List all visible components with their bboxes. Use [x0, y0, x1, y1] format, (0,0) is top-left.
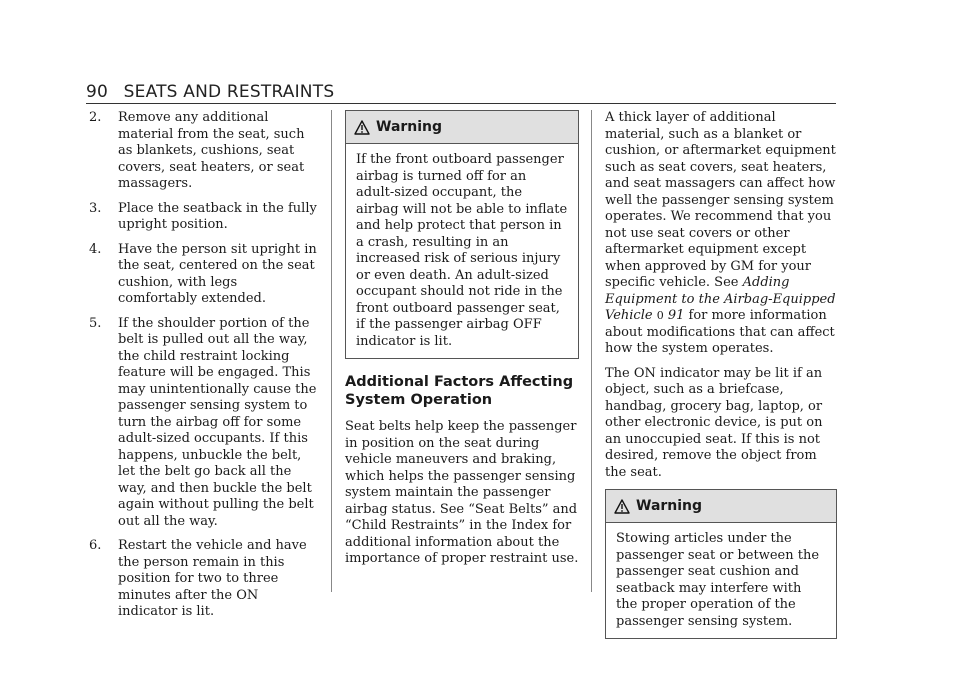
step-text: If the shoulder portion of the belt is pulled out all the way, the child restraint locking feature will be engaged. This may unintentionally cause the passenger sensing system to turn the airbag off for some adult-sized occupants. If this happens, unbuckle the belt, let the belt go back all the way, and then buckle the belt again without pulling the belt out all the way.: [118, 315, 317, 529]
warning-box: [345, 110, 579, 359]
warning-triangle-icon: [614, 499, 630, 514]
step-number: 3.: [89, 200, 102, 216]
page-header: [86, 82, 836, 104]
step-item: [88, 201, 320, 234]
step-text: Have the person sit upright in the seat, centered on the seat cushion, with legs comfortably extended.: [118, 241, 317, 306]
paragraph-text: for more information about modifications that can affect how the system operates.: [605, 308, 835, 356]
page-arrow-icon: 0: [656, 309, 664, 322]
paragraph: [605, 110, 837, 358]
step-item: [88, 538, 320, 621]
warning-box: [605, 489, 837, 639]
warning-title: Warning: [376, 118, 443, 135]
warning-header: [346, 111, 578, 144]
step-number: 6.: [89, 538, 102, 553]
warning-title: Warning: [636, 497, 703, 514]
paragraph: Seat belts help keep the passenger in position on the seat during vehicle maneuvers and braking, which helps the passenger sensing system maintain the passenger airbag status. See “Seat Belts” and “Child Restraints” in the Index for additional information about the importance of proper restraint use.: [345, 419, 579, 566]
page-number: 90: [86, 82, 109, 102]
column-3: [605, 110, 837, 653]
column-divider: [591, 110, 592, 592]
step-item: [88, 110, 320, 193]
paragraph: The ON indicator may be lit if an object, such as a briefcase, handbag, grocery bag, laptop, or other electronic device, is put on an unoccupied seat. If this is not desired, remove the object from the seat.: [605, 365, 823, 480]
column-1: [88, 110, 320, 629]
step-item: [88, 242, 320, 308]
warning-text: If the front outboard passenger airbag is turned off for an adult-sized occupant, the airbag will not be able to inflate and help protect that person in a crash, resulting in an increased risk of serious injury or even death. An adult-sized occupant should not ride in the front outboard passenger seat, if the passenger airbag OFF indicator is lit.: [356, 152, 568, 349]
step-number: 5.: [89, 315, 102, 331]
step-number: 2.: [89, 110, 102, 125]
header-rule: [86, 103, 836, 104]
section-title: SEATS AND RESTRAINTS: [123, 82, 335, 102]
warning-header: [606, 490, 836, 523]
column-2: [345, 110, 579, 576]
warning-text: Stowing articles under the passenger seat or between the passenger seat cushion and seatback may interfere with the proper operation of the passenger sensing system.: [616, 531, 820, 629]
warning-triangle-icon: [354, 120, 370, 135]
column-divider: [331, 110, 332, 592]
cross-reference-link[interactable]: Adding Equipment to the Airbag-Equipped Vehicle: [605, 275, 836, 323]
step-text: Remove any additional material from the seat, such as blankets, cushions, seat covers, seat heaters, or seat massagers.: [118, 110, 305, 191]
step-item: [88, 316, 320, 531]
step-text: Place the seatback in the fully upright position.: [118, 200, 317, 232]
paragraph-text: A thick layer of additional material, such as a blanket or cushion, or aftermarket equipment such as seat covers, seat heaters, and seat massagers can affect how well the passenger sensing system operates. We recommend that you not use seat covers or other aftermarket equipment except when approved by GM for your specific vehicle. See: [605, 110, 836, 290]
step-text: Restart the vehicle and have the person remain in this position for two to three minutes after the ON indicator is lit.: [118, 538, 307, 619]
section-heading: Additional Factors Affecting System Operation: [345, 374, 574, 408]
step-number: 4.: [89, 241, 102, 257]
cross-reference-page[interactable]: 91: [667, 308, 685, 323]
